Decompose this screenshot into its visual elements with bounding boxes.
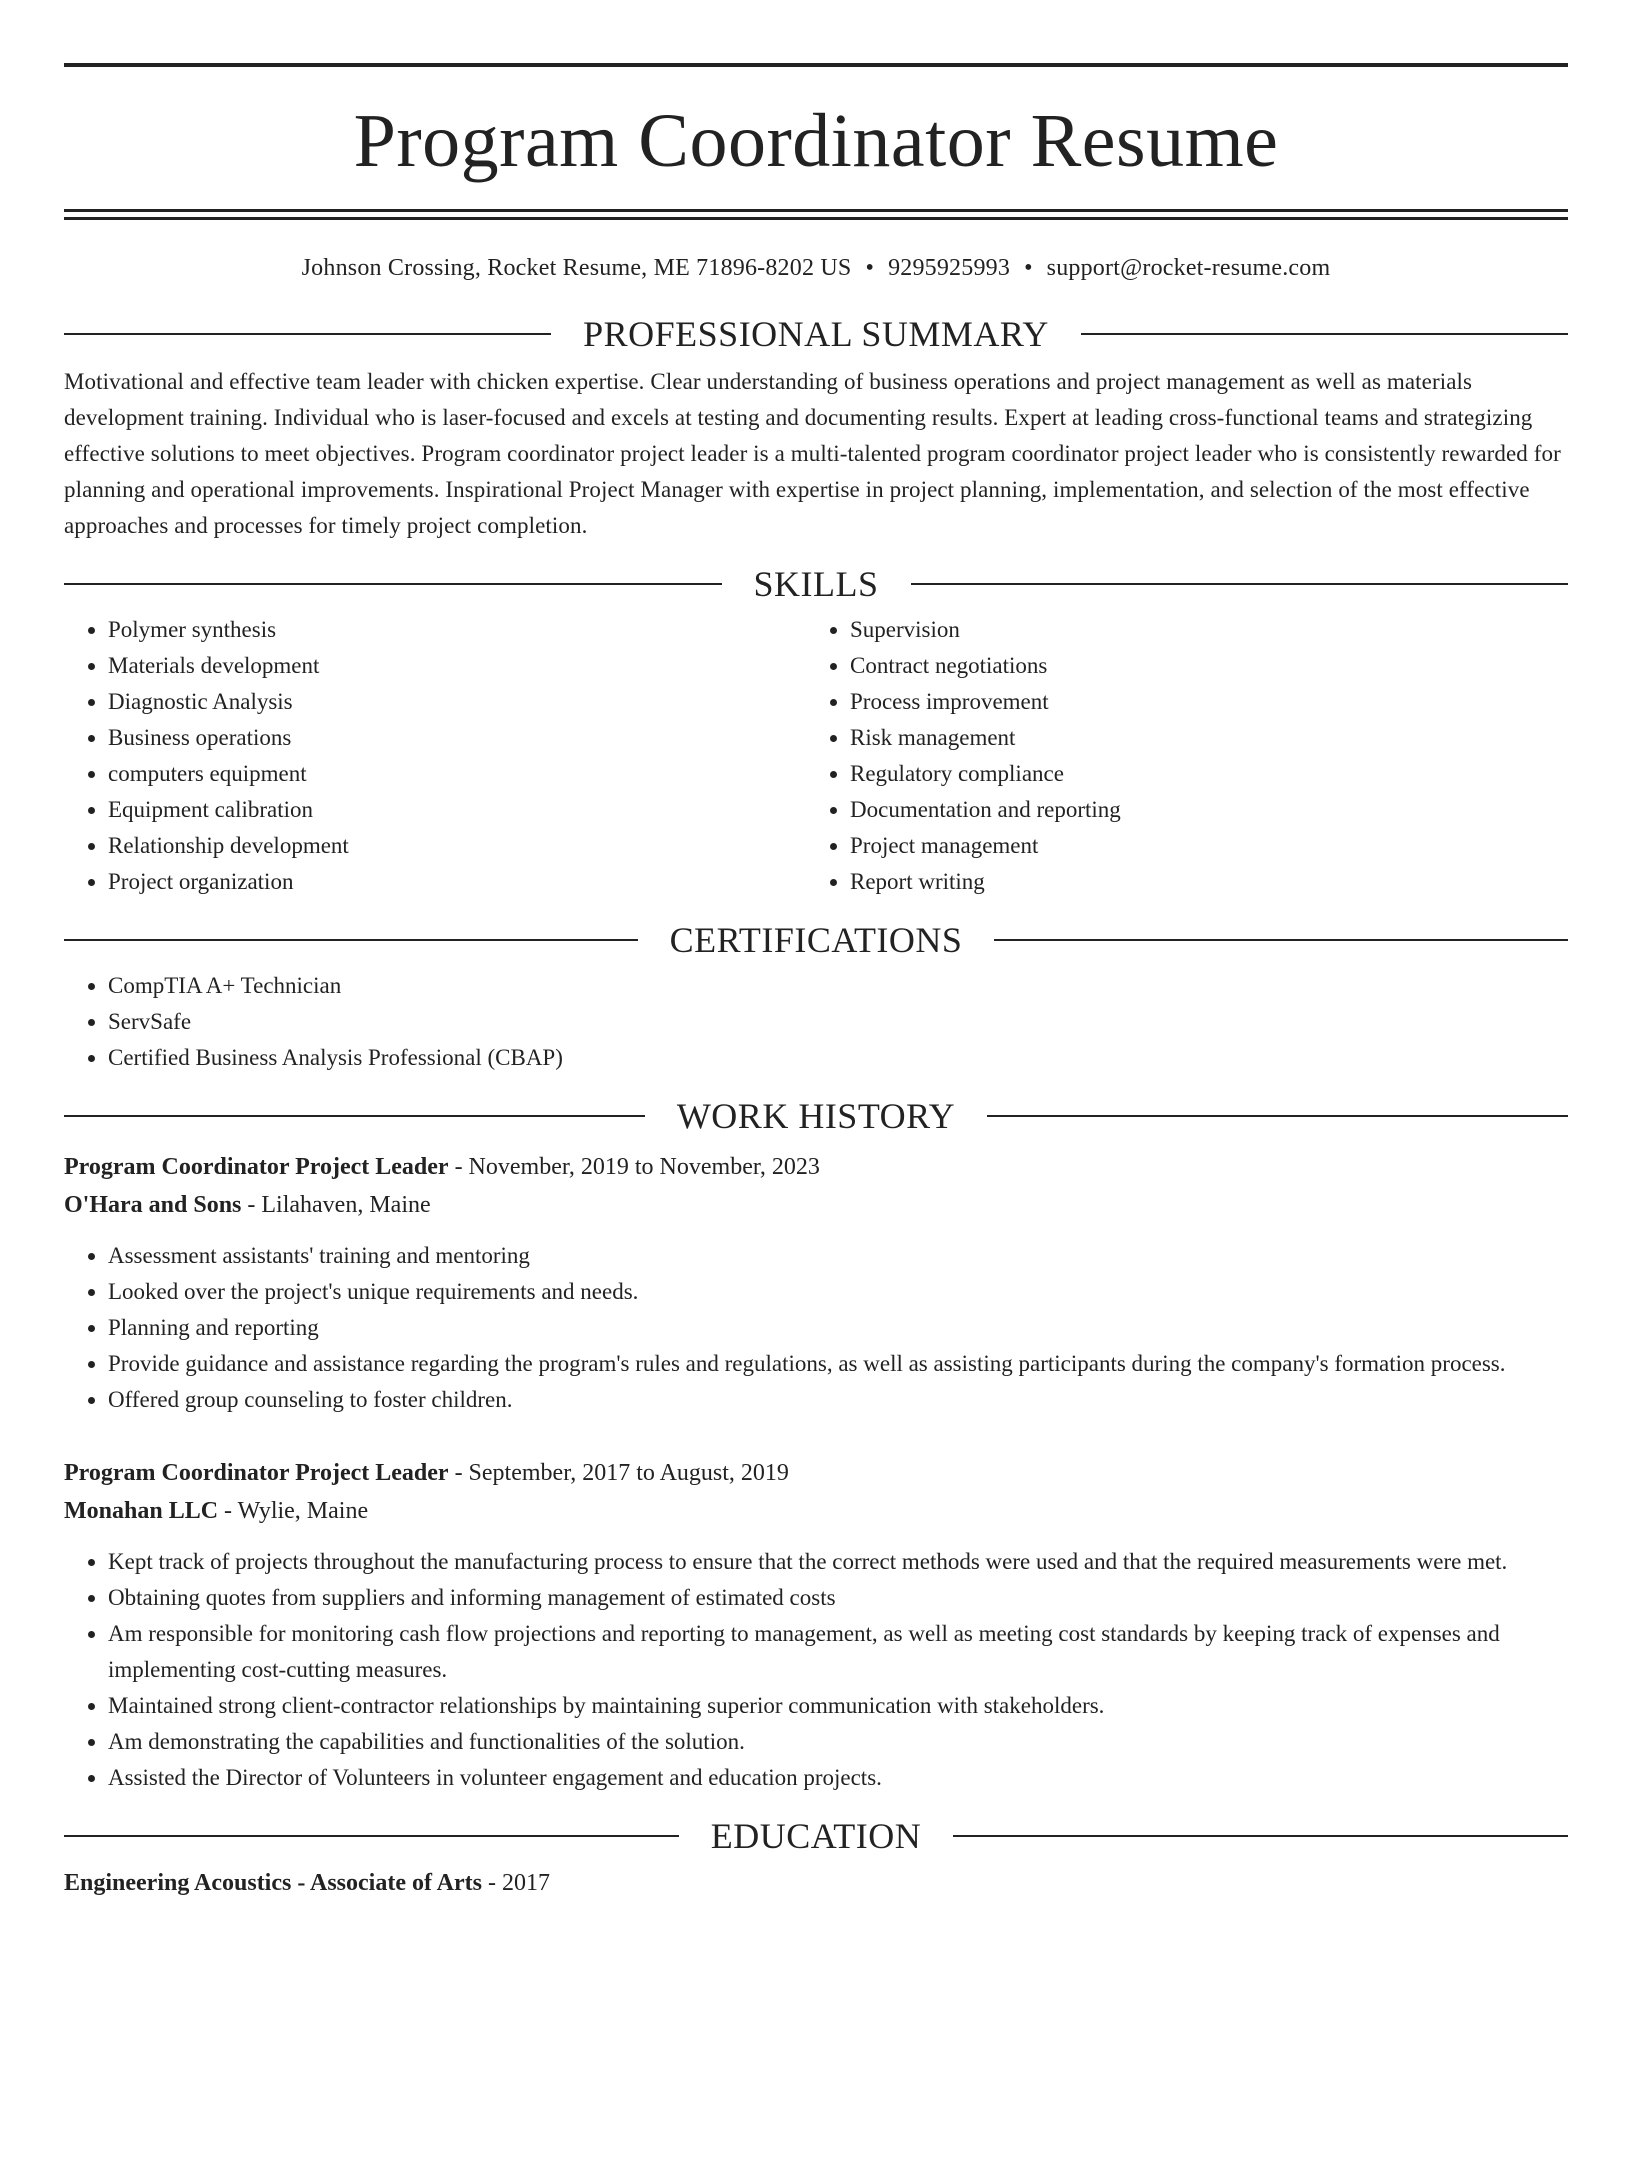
- job-entry: [64, 1454, 1568, 1796]
- job-bullet: • Am demonstrating the capabilities and functionalities of the solution.: [108, 1724, 1568, 1760]
- skill-item: • Report writing: [850, 864, 1548, 900]
- skill-item: • Polymer synthesis: [108, 612, 806, 648]
- contact-separator: •: [1024, 255, 1033, 281]
- job-bullets: [64, 1544, 1568, 1796]
- job-dates: - November, 2019 to November, 2023: [448, 1154, 820, 1180]
- skill-item: • Contract negotiations: [850, 648, 1548, 684]
- work-section-heading: [64, 1098, 1568, 1134]
- certification-item: • ServSafe: [108, 1004, 1568, 1040]
- job-title-line: [64, 1454, 1568, 1492]
- job-company: O'Hara and Sons: [64, 1192, 242, 1218]
- heading-rule-left: [64, 939, 638, 941]
- title-double-rule: [64, 209, 1568, 220]
- summary-text: Motivational and effective team leader with chicken expertise. Clear understanding of business operations and project management as well as materials development training. Individual who is laser-focused and excels at testing and documenting results. Expert at leading cross-functional teams and strategizing effective solutions to meet objectives. Program coordinator project leader is a multi-talented program coordinator project leader who is consistently rewarded for planning and operational improvements. Inspirational Project Manager with expertise in project planning, implementation, and selection of the most effective approaches and processes for timely project completion.: [64, 369, 1561, 538]
- job-bullet: • Kept track of projects throughout the manufacturing process to ensure that the correct methods were used and that the required measurements were met.: [108, 1544, 1568, 1580]
- heading-rule-right: [1081, 333, 1568, 335]
- heading-rule-left: [64, 583, 722, 585]
- skills-column-right: [806, 612, 1548, 900]
- education-degree: Engineering Acoustics - Associate of Arts: [64, 1870, 482, 1896]
- job-company: Monahan LLC: [64, 1498, 219, 1524]
- skill-item: • Relationship development: [108, 828, 806, 864]
- job-title-line: [64, 1148, 1568, 1186]
- heading-rule-right: [953, 1835, 1568, 1837]
- skill-item: • Project management: [850, 828, 1548, 864]
- heading-rule-left: [64, 333, 551, 335]
- skill-item: • Business operations: [108, 720, 806, 756]
- heading-rule-right: [994, 939, 1568, 941]
- contact-phone: 9295925993: [888, 255, 1011, 281]
- certifications-heading: CERTIFICATIONS: [669, 920, 963, 960]
- skill-item: • Materials development: [108, 648, 806, 684]
- skills-list-left: [64, 612, 806, 900]
- summary-section-heading: [64, 316, 1568, 352]
- top-rule: [64, 63, 1568, 67]
- skill-item: • Supervision: [850, 612, 1548, 648]
- job-bullet: • Am responsible for monitoring cash flow projections and reporting to management, as well as meeting cost standards by keeping track of expenses and implementing cost-cutting measures.: [108, 1616, 1568, 1688]
- job-title: Program Coordinator Project Leader: [64, 1460, 449, 1486]
- job-company-line: [64, 1186, 1568, 1224]
- skills-list-right: [806, 612, 1548, 900]
- job-title: Program Coordinator Project Leader: [64, 1154, 449, 1180]
- skills-section-heading: [64, 566, 1568, 602]
- work-heading: WORK HISTORY: [676, 1096, 956, 1136]
- heading-rule-left: [64, 1115, 645, 1117]
- skills-column-left: [64, 612, 806, 900]
- skill-item: • Documentation and reporting: [850, 792, 1548, 828]
- education-heading: EDUCATION: [710, 1816, 922, 1856]
- certification-item: • Certified Business Analysis Professional (CBAP): [108, 1040, 1568, 1076]
- job-bullet: • Maintained strong client-contractor relationships by maintaining superior communication with stakeholders.: [108, 1688, 1568, 1724]
- job-company-line: [64, 1492, 1568, 1530]
- skill-item: • Process improvement: [850, 684, 1548, 720]
- job-bullets: [64, 1238, 1568, 1418]
- skills-heading: SKILLS: [753, 564, 879, 604]
- certifications-section-heading: [64, 922, 1568, 958]
- certification-item: • CompTIA A+ Technician: [108, 968, 1568, 1004]
- education-section-heading: [64, 1818, 1568, 1854]
- job-bullet: • Offered group counseling to foster children.: [108, 1382, 1568, 1418]
- job-bullet: • Assessment assistants' training and mentoring: [108, 1238, 1568, 1274]
- contact-line: [64, 255, 1568, 282]
- heading-rule-left: [64, 1835, 679, 1837]
- job-bullet: • Looked over the project's unique requirements and needs.: [108, 1274, 1568, 1310]
- skill-item: • Regulatory compliance: [850, 756, 1548, 792]
- contact-email: support@rocket-resume.com: [1046, 255, 1331, 281]
- skill-item: • Risk management: [850, 720, 1548, 756]
- summary-heading: PROFESSIONAL SUMMARY: [583, 314, 1049, 354]
- page-title: Program Coordinator Resume: [353, 99, 1279, 183]
- job-bullet: • Planning and reporting: [108, 1310, 1568, 1346]
- skill-item: • Diagnostic Analysis: [108, 684, 806, 720]
- skills-grid: [64, 612, 1568, 900]
- certifications-list: [64, 968, 1568, 1076]
- skill-item: • Equipment calibration: [108, 792, 806, 828]
- job-bullet: • Provide guidance and assistance regarding the program's rules and regulations, as well as assisting participants during the company's formation process.: [108, 1346, 1568, 1382]
- job-dates: - September, 2017 to August, 2019: [448, 1460, 789, 1486]
- education-entry: [64, 1864, 1568, 1902]
- skill-item: • Project organization: [108, 864, 806, 900]
- job-location: - Wylie, Maine: [218, 1498, 369, 1524]
- skill-item: • computers equipment: [108, 756, 806, 792]
- job-entry: [64, 1148, 1568, 1418]
- heading-rule-right: [987, 1115, 1568, 1117]
- job-bullet: • Obtaining quotes from suppliers and informing management of estimated costs: [108, 1580, 1568, 1616]
- heading-rule-right: [911, 583, 1569, 585]
- job-location: - Lilahaven, Maine: [241, 1192, 431, 1218]
- education-year: - 2017: [481, 1870, 550, 1896]
- contact-address: Johnson Crossing, Rocket Resume, ME 71896-8202 US: [301, 255, 852, 281]
- job-bullet: • Assisted the Director of Volunteers in volunteer engagement and education projects.: [108, 1760, 1568, 1796]
- contact-separator: •: [865, 255, 875, 281]
- resume-page: [0, 63, 1632, 2175]
